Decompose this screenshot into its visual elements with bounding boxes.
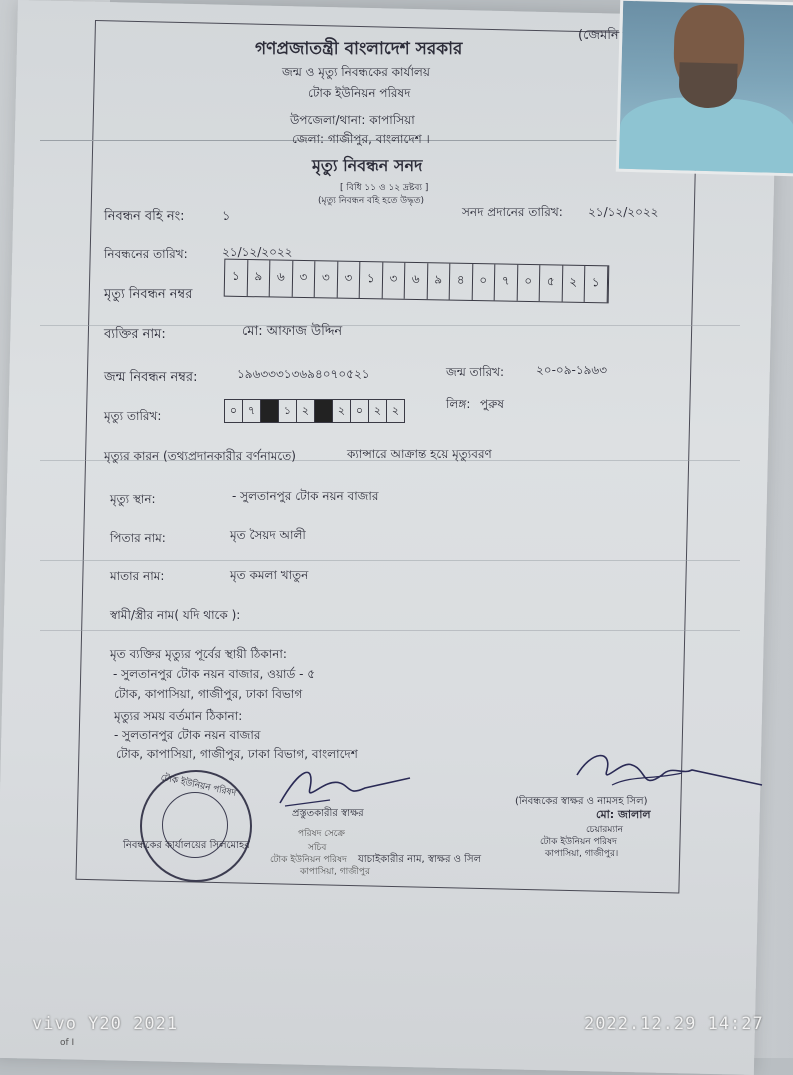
preparer-stamp-line3: টোক ইউনিয়ন পরিষদ (270, 855, 347, 865)
current-address-line1: - সুলতানপুর টোক নয়ন বাজার (114, 728, 261, 742)
registration-date-label: নিবন্ধনের তারিখ: (104, 247, 188, 261)
digit-cell: ২ (562, 266, 585, 302)
death-reg-number-boxes (224, 259, 609, 304)
permanent-address-label: মৃত ব্যক্তির মৃত্যুর পূর্বের স্থায়ী ঠিকানা: (110, 647, 287, 661)
birth-reg-label: জন্ম নিবন্ধন নম্বর: (104, 370, 198, 385)
issue-date-value: ২১/১২/২০২২ (588, 205, 659, 219)
death-date-label: মৃত্যু তারিখ: (104, 409, 162, 423)
registrar-signature-label: (নিবন্ধকের স্বাক্ষর ও নামসহ সিল) (515, 796, 648, 807)
father-value: মৃত সৈয়দ আলী (230, 528, 306, 542)
permanent-address-line2: টোক, কাপাসিয়া, গাজীপুর, ঢাকা বিভাগ (114, 687, 303, 701)
permanent-address-line1: - সুলতানপুর টোক নয়ন বাজার, ওয়ার্ড - ৫ (113, 667, 316, 681)
separator-cell (315, 400, 333, 422)
current-address-label: মৃত্যুর সময় বর্তমান ঠিকানা: (114, 709, 243, 723)
registrar-office: টোক ইউনিয়ন পরিষদ (540, 837, 617, 847)
district-line: জেলা: গাজীপুর, বাংলাদেশ । (292, 132, 430, 146)
issue-date-label: সনদ প্রদানের তারিখ: (462, 205, 563, 219)
mother-label: মাতার নাম: (110, 569, 165, 583)
digit-cell: ৭ (243, 400, 261, 422)
seal-text: টোক ইউনিয়ন পরিষদ (159, 773, 237, 799)
book-number-label: নিবন্ধন বহি নং: (104, 209, 185, 224)
spouse-label: স্বামী/স্ত্রীর নাম( যদি থাকে ): (110, 608, 241, 622)
digit-cell: ১ (360, 262, 383, 298)
digit-cell: ৬ (270, 260, 293, 296)
registrar-name: মো: জালাল (596, 808, 651, 821)
digit-cell: ১ (585, 266, 608, 302)
certificate-title: মৃত্যু নিবন্ধন সনদ (312, 156, 423, 175)
person-name-value: মো: আফাজ উদ্দিন (242, 324, 343, 339)
source-reference: (মৃত্যু নিবন্ধন বহি হতে উদ্ধৃত) (318, 196, 425, 206)
digit-cell: ৭ (495, 264, 518, 300)
rule-reference: [ বিধি ১১ ও ১২ দ্রষ্টব্য ] (340, 183, 429, 193)
death-place-label: মৃত্যু স্থান: (110, 492, 156, 506)
death-place-value: - সুলতানপুর টোক নয়ন বাজার (232, 489, 379, 503)
registrar-place: কাপাসিয়া, গাজীপুর। (545, 849, 619, 859)
digit-cell: ৩ (382, 262, 405, 298)
birth-date-value: ২০-০৯-১৯৬৩ (536, 363, 608, 377)
registrar-title: চেয়ারম্যান (586, 825, 623, 835)
registration-date-value: ২১/১২/২০২২ (222, 245, 293, 259)
government-heading: গণপ্রজাতন্ত্রী বাংলাদেশ সরকার (255, 39, 463, 59)
preparer-stamp-line1: পরিষদ সেক্রে (298, 829, 345, 839)
birth-date-label: জন্ম তারিখ: (446, 365, 505, 379)
person-name-label: ব্যক্তির নাম: (104, 327, 166, 342)
preparer-signature-label: প্রস্তুতকারীর স্বাক্ষর (292, 808, 364, 819)
digit-cell: ২ (369, 400, 387, 422)
digit-cell: ১ (279, 400, 297, 422)
cause-value: ক্যান্সারে আক্রান্ত হয়ে মৃত্যুবরণ (347, 447, 492, 461)
digit-cell: ৩ (337, 262, 360, 298)
top-right-label: (জেমনি (578, 28, 619, 43)
digit-cell: ৩ (292, 261, 315, 297)
digit-cell: ৯ (427, 263, 450, 299)
separator-cell (261, 400, 279, 422)
person-photo (616, 0, 793, 176)
birth-reg-value: ১৯৬৩৩৩১৩৬৯৪০৭০৫২১ (237, 367, 370, 381)
upazila-line: উপজেলা/থানা: কাপাসিয়া (290, 113, 415, 127)
digit-cell: ০ (351, 400, 369, 422)
gender-label: লিঙ্গ: (446, 397, 471, 411)
death-date-boxes (224, 399, 405, 423)
book-number-value: ১ (222, 209, 231, 224)
office-seal-label: নিবন্ধকের কার্যালয়ের সিলমোহর (123, 840, 250, 851)
office-heading: জন্ম ও মৃত্যু নিবন্ধকের কার্যালয় (282, 65, 430, 79)
digit-cell: ১ (225, 260, 248, 296)
digit-cell: ০ (517, 265, 540, 301)
bottom-fragment: of I (60, 1038, 75, 1048)
death-reg-number-label: মৃত্যু নিবন্ধন নম্বর (104, 287, 193, 302)
camera-timestamp-watermark: 2022.12.29 14:27 (584, 1014, 764, 1034)
union-heading: টোক ইউনিয়ন পরিষদ (308, 86, 411, 100)
preparer-stamp-line2: সচিব (308, 843, 327, 853)
digit-cell: ০ (225, 400, 243, 422)
digit-cell: ২ (297, 400, 315, 422)
digit-cell: ২ (391, 403, 400, 417)
digit-cell: ৪ (450, 264, 473, 300)
office-seal (140, 770, 252, 882)
cause-label: মৃত্যুর কারন (তথ্যপ্রদানকারীর বর্ণনামতে) (104, 449, 296, 463)
current-address-line2: টোক, কাপাসিয়া, গাজীপুর, ঢাকা বিভাগ, বাংলাদেশ (116, 747, 358, 761)
digit-cell: ২ (333, 400, 351, 422)
preparer-stamp-line4: কাপাসিয়া, গাজীপুর (300, 867, 370, 877)
digit-cell: ০ (472, 264, 495, 300)
digit-cell: ৩ (315, 261, 338, 297)
mother-value: মৃত কমলা খাতুন (230, 568, 309, 582)
father-label: পিতার নাম: (110, 531, 166, 545)
gender-value: পুরুষ (480, 397, 504, 411)
digit-cell: ৫ (540, 265, 563, 301)
camera-model-watermark: vivo Y20 2021 (32, 1014, 179, 1034)
digit-cell: ৬ (405, 263, 428, 299)
digit-cell: ৯ (247, 260, 270, 296)
verifier-label: যাচাইকারীর নাম, স্বাক্ষর ও সিল (358, 854, 482, 865)
